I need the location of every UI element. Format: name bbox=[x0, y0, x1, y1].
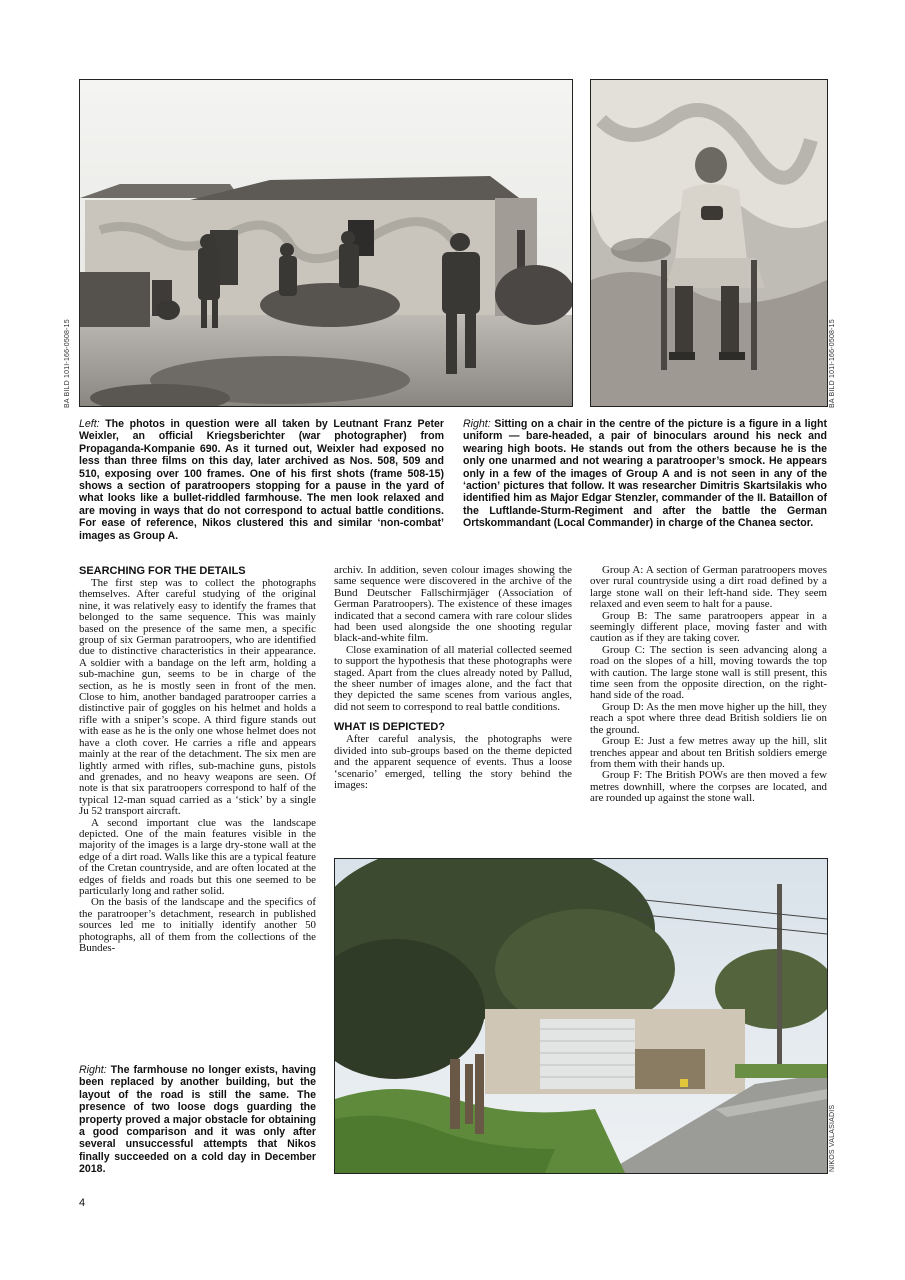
page-number: 4 bbox=[79, 1197, 86, 1209]
bottom-caption-text: The farmhouse no longer exists, having been replaced by another building, but the layout of the road is still the same. The presence of two loose dogs guarding the property proved a major obstacle for obtaining a good comparison and it was only after several unsuccessful attempts that Nikos finally succeeded on a cold day in December 2018. bbox=[79, 1064, 316, 1176]
group-e-paragraph: Group E: Just a few metres away up the hill, slit trenches appear and about ten British soldiers emerge from them with their hands up. bbox=[590, 735, 827, 770]
col2-paragraph: Close examination of all material collected seemed to support the hypothesis that these photographs were staged. Apart from the clues already noted by Pallud, the sheer number of images alone, and the fact that they depicted the same scenes from various angles, did not seem to correspond to real battle conditions. bbox=[334, 643, 572, 713]
group-d-paragraph: Group D: As the men move higher up the hill, they reach a spot where three dead British soldiers lie on the ground. bbox=[590, 700, 827, 736]
article-column-1 bbox=[79, 565, 316, 954]
col1-paragraph: The first step was to collect the photographs themselves. After careful studying of the original nine, it was relatively easy to identify the frames that belonged to the same sequence. This was mainly based on the presence of the same men, a specific group of six German paratroopers, who are identified due to distinctive characteristics in their appearance. A soldier with a bandage on the left arm, holding a sub-machine gun, seems to be in charge of the section, as he is mostly seen in front of the men. Close to him, another bandaged paratrooper carries a distinctive pair of goggles on his helmet and holds a rifle with a sniper’s scope. A third figure stands out with ease as he is the only one whose helmet does not have a cloth cover. He carries a rifle and appears mainly at the rear of the detachment. The six men are lightly armed with rifles, sub-machine guns, pistols and grenades, and no heavy weapons are seen. Of note is that six paratroopers correspond to half of the typical 12-man squad carried as a ‘stick’ by a single Ju 52 transport aircraft. bbox=[79, 577, 316, 818]
modern-photo-credit: NIKOS VALASIADIS bbox=[829, 1104, 836, 1172]
right-caption-lead: Right: bbox=[463, 418, 491, 430]
group-a-paragraph: Group A: A section of German paratroopers moves over rural countryside using a dirt road defined by a large stone wall on their left-hand side. They seem relaxed and even seem to halt for a pause. bbox=[590, 564, 827, 611]
left-caption-lead: Left: bbox=[79, 418, 100, 430]
portrait-photo-image bbox=[591, 80, 827, 406]
bottom-left-caption bbox=[79, 1064, 316, 1176]
article-column-3 bbox=[590, 565, 827, 805]
col1-paragraph: On the basis of the landscape and the specifics of the paratrooper’s detachment, research in published sources led me to initially identify another 50 photographs, all of them from the collections of the Bundes- bbox=[79, 896, 316, 954]
farmhouse-photo-image bbox=[80, 80, 572, 406]
group-b-paragraph: Group B: The same paratroopers appear in a seemingly different place, moving faster and with caution as if they are taking cover. bbox=[590, 609, 827, 645]
group-c-paragraph: Group C: The section is seen advancing along a road on the slopes of a hill, moving towards the top with caution. The large stone wall is still present, this time seen from the opposite direction, on the right-hand side of the road. bbox=[590, 643, 827, 702]
heading-what-is-depicted: WHAT IS DEPICTED? bbox=[334, 721, 446, 734]
farmhouse-photo-credit: BA BILD 101I-166-0508-15 bbox=[64, 319, 71, 408]
right-caption bbox=[463, 418, 827, 530]
group-f-paragraph: Group F: The British POWs are then moved a few metres downhill, where the corpses are located, and are rounded up against the stone wall. bbox=[590, 769, 827, 805]
left-caption bbox=[79, 418, 444, 542]
col2-paragraph: archiv. In addition, seven colour images showing the same sequence were discovered in the archive of the Bund Deutscher Fallschirmjäger (Association of German Paratroopers). The existence of these images indicated that a second camera with rare colour slides had been used alongside the one shooting regular black-and-white film. bbox=[334, 564, 572, 645]
col2-paragraph: After careful analysis, the photographs were divided into sub-groups based on the theme depicted and the apparent sequence of events. Thus a loose ‘scenario’ emerged, telling the story behind the images: bbox=[334, 733, 572, 791]
portrait-photo bbox=[590, 79, 828, 407]
heading-searching: SEARCHING FOR THE DETAILS bbox=[79, 565, 246, 577]
modern-comparison-photo-image bbox=[335, 859, 827, 1173]
farmhouse-photo bbox=[79, 79, 573, 407]
bottom-caption-lead: Right: bbox=[79, 1064, 107, 1076]
modern-comparison-photo bbox=[334, 858, 828, 1174]
article-column-2 bbox=[334, 565, 572, 791]
portrait-photo-credit: BA BILD 101I-166-0508-15 bbox=[829, 319, 836, 408]
col1-paragraph: A second important clue was the landscape depicted. One of the main features visible in the majority of the images is a large dry-stone wall at the edge of a dirt road. Walls like this are a typical feature of the Cretan countryside, and are often located at the edges of fields and roads but this one seemed to be particularly long and rather solid. bbox=[79, 816, 316, 897]
right-caption-text: Sitting on a chair in the centre of the picture is a figure in a light uniform — bare-headed, a pair of binoculars around his neck and wearing high boots. He stands out from the others because he is the only one unarmed and not wearing a paratrooper’s smock. He appears only in a few of the images of Group A and is not seen in any of the ‘action’ pictures that follow. It was researcher Dimitris Skartsilakis who identified him as Major Edgar Stenzler, commander of the II. Bataillon of the Luftlande-Sturm-Regiment and after the battle the German Ortskommandant (Local Commander) in charge of the Chanea sector. bbox=[463, 418, 827, 530]
left-caption-text: The photos in question were all taken by Leutnant Franz Peter Weixler, an official Kriegsberichter (war photographer) from Propaganda-Kompanie 690. As it turned out, Weixler had exposed no less than three films on this day, later archived as Nos. 508, 509 and 510, exposing over 100 frames. One of his first shots (frame 508-15) shows a section of paratroopers stopping for a pause in the yard of what looks like a bullet-riddled farmhouse. The men look relaxed and are moving in ways that do not correspond to actual battle conditions. For ease of reference, Nikos clustered this and similar ‘non-combat’ images as Group A. bbox=[79, 418, 445, 542]
